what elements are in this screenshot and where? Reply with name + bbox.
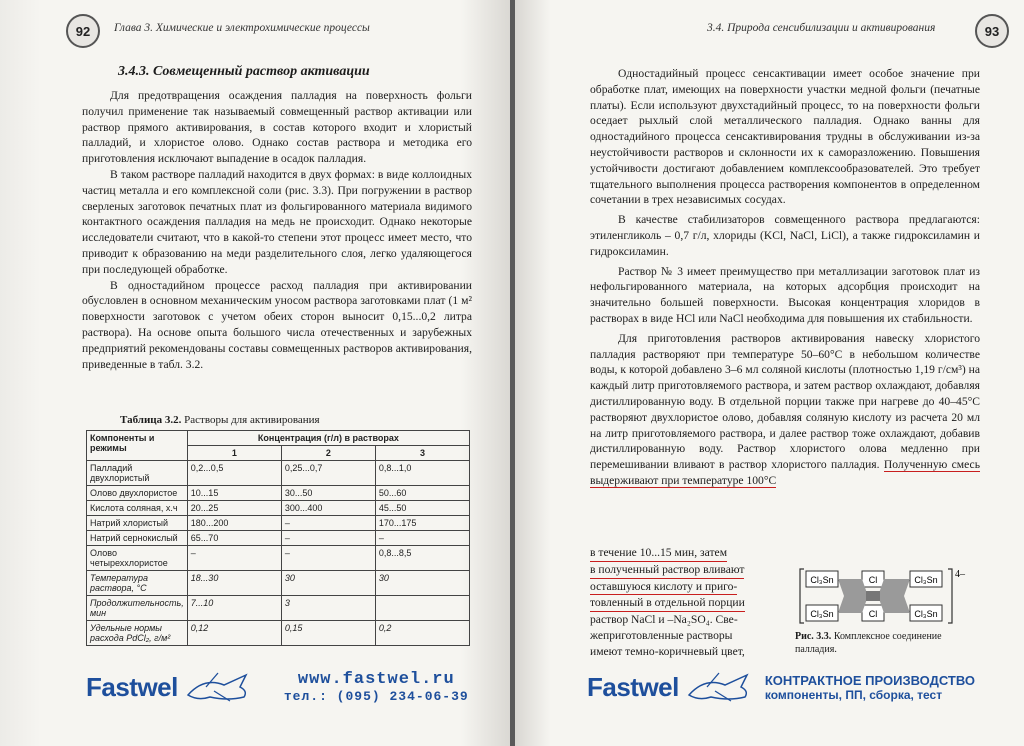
table-cell-value: 30 (375, 571, 469, 596)
table-row (87, 516, 470, 531)
wrapped-text-column (590, 545, 795, 660)
phone-number: тел.: (095) 234-06-39 (283, 689, 469, 704)
ad-subtitle: компоненты, ПП, сборка, тест (764, 687, 943, 702)
table-subheader: 1 (187, 446, 281, 461)
table-cell-value: 30 (281, 571, 375, 596)
paragraph: Раствор № 3 имеет преимущество при металлизации заготовок плат из нефольгированного материала, на которых адсорбция происходит на значительно большей поверхности. Высокая концентрация хлоридов в растворах в виде НCl или NaCl необходима для повышения их стабильности. (590, 264, 980, 325)
table-row (87, 501, 470, 516)
table-body (87, 461, 470, 646)
figure-caption-label: Рис. 3.3. (795, 631, 832, 642)
table-cell-value: 0,2 (375, 621, 469, 646)
airplane-logo-icon (685, 667, 755, 707)
charge-label: 4– (955, 569, 965, 580)
table-row (87, 531, 470, 546)
activation-solutions-table (86, 430, 470, 646)
wrap-line: оставшуюся кислоту и приго- (590, 579, 737, 596)
cl3sn-label: Cl₃Sn (914, 575, 938, 585)
table-cell-component: Продолжительность, мин (87, 596, 188, 621)
paragraph: В таком растворе палладий находится в двух формах: в виде коллоидных частиц металла и его комплексной соли (рис. 3.3). При погружении в раствор сверленых заготовок печатных плат из фольгированного материала видимого контактного осаждения палладия на медь не происходит. Однако некоторые исследователи считают, что в какой-то степени этот процесс имеет место, что приводит к образованию на меди разделительного слоя, легко удаляющегося при последующей обработке. (82, 167, 472, 276)
table-cell-component: Натрий хлористый (87, 516, 188, 531)
table-header-concentration: Концентрация (г/л) в растворах (187, 431, 469, 446)
section-title: 3.4.3. Совмещенный раствор активации (118, 64, 370, 79)
table-cell-value: – (281, 531, 375, 546)
cl3sn-label: Cl₃Sn (914, 609, 938, 619)
running-head-right: 3.4. Природа сенсибилизации и активирования (707, 22, 936, 34)
table-cell-component: Палладий двухлористый (87, 461, 188, 486)
table-cell-value: 3 (281, 596, 375, 621)
table-header-components: Компоненты и режимы (87, 431, 188, 461)
table-cell-value: 45...50 (375, 501, 469, 516)
table-cell-component: Кислота соляная, х.ч (87, 501, 188, 516)
page-number-left: 92 (66, 14, 100, 48)
table-cell-value: 0,12 (187, 621, 281, 646)
cl-label: Cl (868, 575, 878, 585)
left-body-text (82, 88, 472, 372)
table-row (87, 571, 470, 596)
table-cell-component: Температура раствора, °С (87, 571, 188, 596)
table-subheader: 3 (375, 446, 469, 461)
wrap-line: имеют темно-коричневый цвет, (590, 644, 745, 658)
table-cell-value: 20...25 (187, 501, 281, 516)
website-url: www.fastwel.ru (297, 670, 455, 689)
underlined-sentence: Полученную смесь выдерживают при температуре 100°С (590, 458, 980, 487)
table-row (87, 596, 470, 621)
wrap-line: товленный в отдельной порции (590, 595, 745, 612)
table-cell-component: Удельные нормы расхода PdCl₂, г/м² (87, 621, 188, 646)
paragraph: Для предотвращения осаждения палладия на поверхность фольги получил применение так называемый совмещенный раствор активации или раствор прямого активирования, в состав которого входит и хлористый палладий, и хлористое олово. Однако состав раствора и методика его приготовления исключают выпадение в осадок палладия. (82, 89, 472, 166)
figure-caption (795, 630, 975, 656)
table-cell-value: 0,8...8,5 (375, 546, 469, 571)
table-row (87, 621, 470, 646)
fastwel-logo: Fastwel (86, 671, 178, 702)
table-subheader: 2 (281, 446, 375, 461)
table-cell-component: Олово двухлористое (87, 486, 188, 501)
table-cell-value: – (187, 546, 281, 571)
table-cell-value: 170...175 (375, 516, 469, 531)
paragraph (590, 331, 980, 489)
table-cell-value: 30...50 (281, 486, 375, 501)
airplane-logo-icon (184, 667, 254, 707)
table-caption (120, 414, 320, 426)
table-row (87, 461, 470, 486)
table-cell-value: 300...400 (281, 501, 375, 516)
figure-caption-text: Комплексное соединение палладия. (795, 631, 942, 655)
cl3sn-label: Cl₃Sn (810, 609, 834, 619)
wrap-line: раствор NaCl и –Na₂SO₄. Све- (590, 613, 738, 627)
paragraph: В качестве стабилизаторов совмещенного раствора предлагаются: этиленгликоль – 0,7 г/л, хлориды (KCl, NaCl, LiCl), а также гидроксиламин и гидроксиламин. (590, 213, 980, 258)
table-cell-value: 18...30 (187, 571, 281, 596)
table-caption-label: Таблица 3.2. (120, 414, 182, 426)
wrap-line: в полученный раствор вливают (590, 562, 744, 579)
ad-title: КОНТРАКТНОЕ ПРОИЗВОДСТВО (764, 672, 976, 688)
palladium-complex-figure (798, 565, 973, 627)
table-cell-value: 50...60 (375, 486, 469, 501)
table-cell-component: Олово четыреххлористое (87, 546, 188, 571)
fastwel-logo: Fastwel (587, 671, 679, 702)
wrap-line: жеприготовленные растворы (590, 628, 733, 642)
table-cell-value: – (281, 546, 375, 571)
fastwel-ad-right (587, 662, 975, 712)
paragraph: Одностадийный процесс сенсактивации имеет особое значение при обработке плат, имеющих на поверхности участки медной фольги (печатные платы). Если используют двухстадийный процесс, то на поверхности фольги оседает рыхлый слой металлического палладия. Однако ванны для одностадийного процесса сенсактивирования трудны в обслуживании из-за неустойчивости растворов и склонности их к саморазложению. Повышения устойчивости достигают добавлением комплексообразователей. Это требует тщательного выполнения процесса растворения компонентов в определенном сочетании в трех независимых сосудах. (590, 67, 980, 207)
table-cell-value: 0,2...0,5 (187, 461, 281, 486)
wrap-line: в течение 10...15 мин, затем (590, 545, 727, 562)
table-cell-value: 180...200 (187, 516, 281, 531)
table-cell-value: – (281, 516, 375, 531)
table-row (87, 486, 470, 501)
running-head-left: Глава 3. Химические и электрохимические процессы (114, 22, 370, 34)
cl-label: Cl (868, 609, 878, 619)
table-cell-value: 10...15 (187, 486, 281, 501)
table-cell-value: – (375, 531, 469, 546)
table-caption-text: Растворы для активирования (184, 414, 320, 426)
table-cell-value: 0,8...1,0 (375, 461, 469, 486)
right-body-text (590, 66, 980, 489)
fastwel-ad-left (86, 662, 469, 712)
table-row (87, 546, 470, 571)
cl3sn-label: Cl₃Sn (810, 575, 834, 585)
right-page (515, 0, 1024, 746)
paragraph: В одностадийном процессе расход палладия при активировании обусловлен в основном механическим уносом раствора заготовками плат (1 м² поверхности заготовок с учетом обеих сторон выносит 0,15...0,2 литра раствора). На основе опыта большого числа отечественных и зарубежных предприятий рекомендованы составы совмещенных растворов активирования, приведенные в табл. 3.2. (82, 278, 472, 371)
paragraph-text: Для приготовления растворов активирования навеску хлористого палладия растворяют при температуре 50–60°С в небольшом количестве воды, к которой добавлено 3–6 мл соляной кислоты (плотностью 1,19 г/см³) на каждый литр приготовляемого раствора, и затем раствор охлаждают, добавляя дистиллированную воду. В отдельной порции также при нагреве до 40–45°С растворяют двухлористое олово, добавляя соляную кислоту из расчета 20 мл на литр приготовляемого раствора, и далее раствор тоже охлаждают, добавив дистиллированную воду. Раствор хлористого олова медленно при перемешивании вливают в раствор хлористого палладия. (590, 331, 980, 472)
table-cell-value (375, 596, 469, 621)
table-cell-value: 0,25...0,7 (281, 461, 375, 486)
table-cell-value: 7...10 (187, 596, 281, 621)
page-number-right: 93 (975, 14, 1009, 48)
table-cell-value: 0,15 (281, 621, 375, 646)
table-cell-value: 65...70 (187, 531, 281, 546)
table-cell-component: Натрий сернокислый (87, 531, 188, 546)
